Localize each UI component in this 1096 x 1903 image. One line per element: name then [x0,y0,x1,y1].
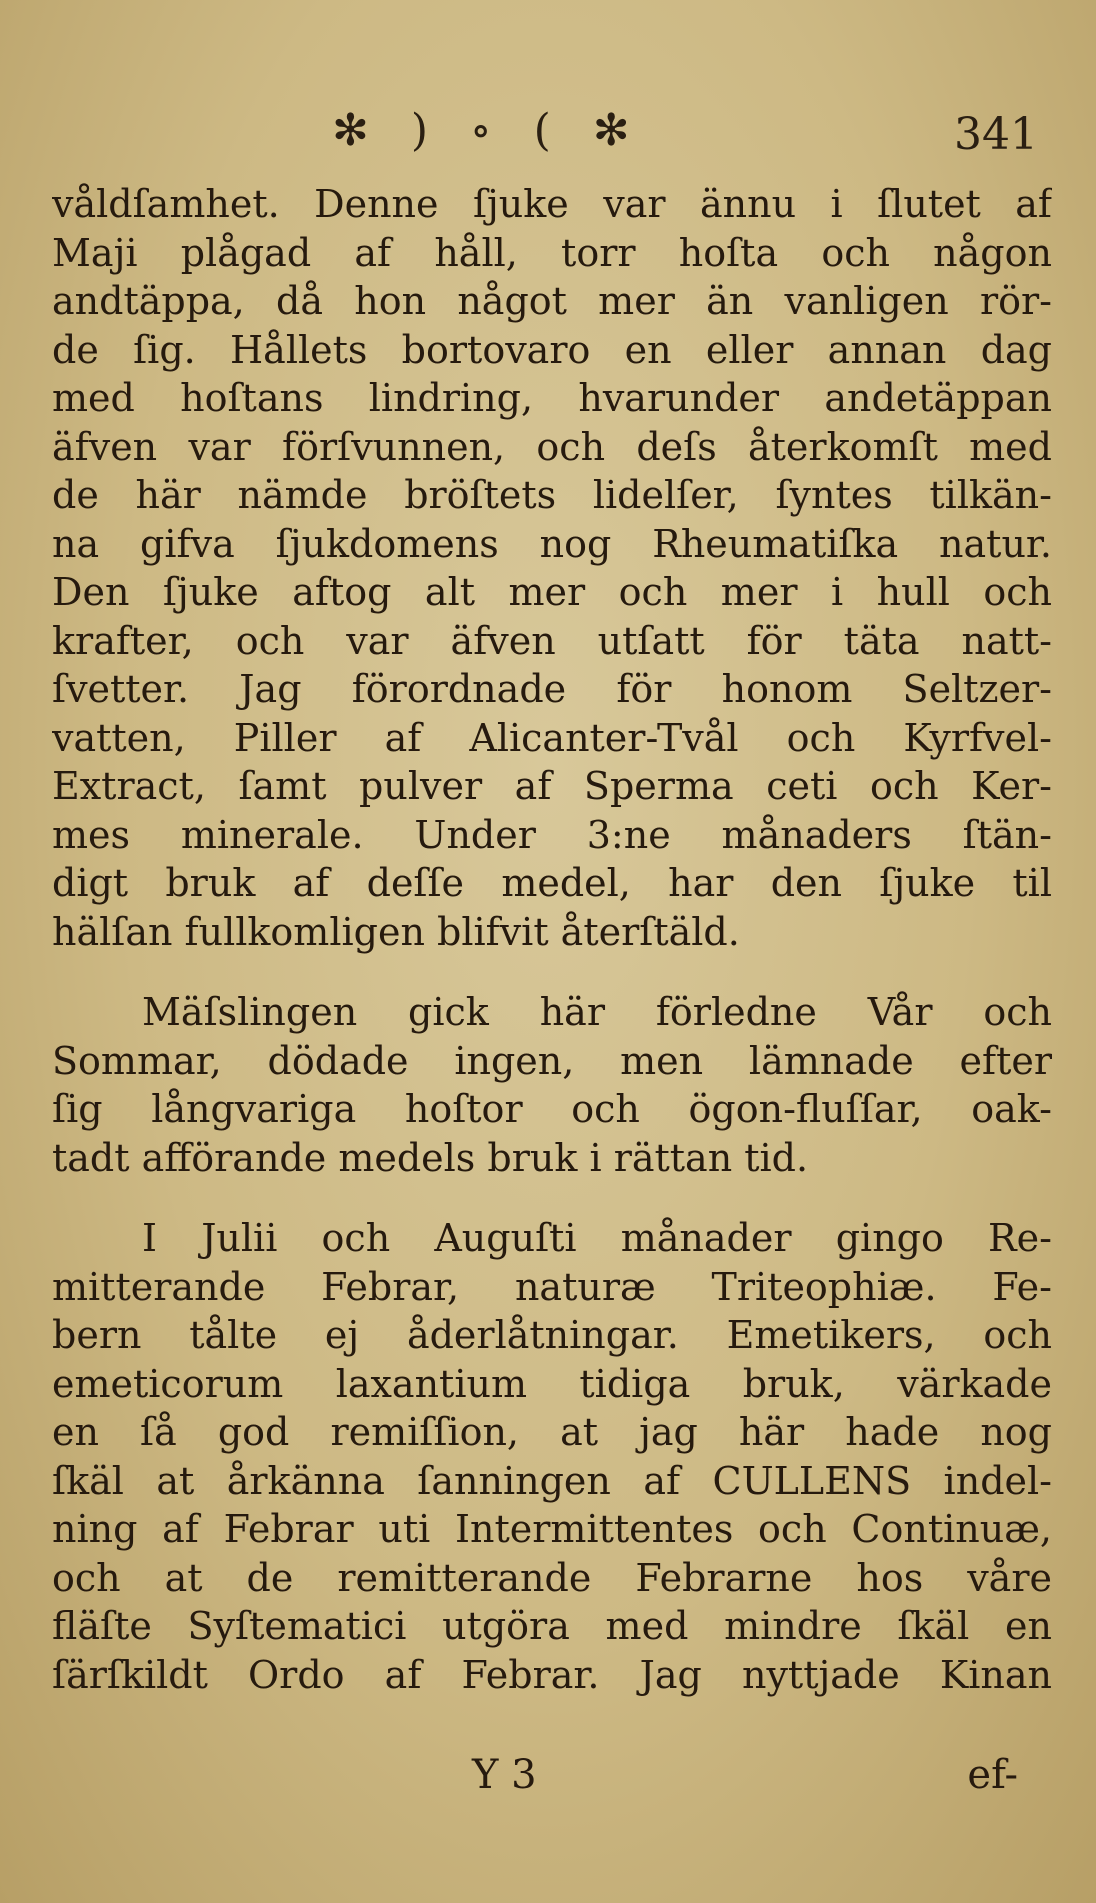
text-line: krafter, och var äfven utſatt för täta natt- [52,618,1052,663]
text-line: I Julii och Auguſti månader gingo Re- [142,1216,1052,1260]
paragraph [52,1214,1052,1699]
text-line: emeticorum laxantium tidiga bruk, värkade [52,1361,1052,1406]
catchword: ef- [967,1752,1018,1798]
header-ornament: ✻ ) ∘ ( ✻ [332,105,644,156]
signature-mark: Y 3 [472,1752,537,1798]
page-header [52,95,1048,165]
text-line: hälſan fullkomligen blifvit återſtäld. [52,909,740,954]
text-line: tadt afförande medels bruk i rättan tid. [52,1135,809,1180]
text-line: vatten, Piller af Alicanter-Tvål och Kyrfvel- [52,715,1052,760]
text-line: Mäſslingen gick här förledne Vår och [142,990,1052,1034]
text-line: na gifva ſjukdomens nog Rheumatiſka natur. [52,521,1052,566]
text-line: ſvetter. Jag förordnade för honom Seltzer- [52,667,1052,711]
text-line: en ſå god remiſſion, at jag här hade nog [52,1410,1052,1454]
text-line: ſkäl at årkänna ſanningen af CULLENS indel- [52,1458,1052,1503]
text-line: ſärſkildt Ordo af Febrar. Jag nyttjade Kinan [52,1652,1052,1697]
page-footer [52,1752,1048,1812]
text-line: bern tålte ej åderlåtningar. Emetikers, och [52,1313,1052,1357]
text-line: med hoſtans lindring, hvarunder andetäppan [52,376,1052,420]
text-line: Den ſjuke aftog alt mer och mer i hull och [52,570,1052,614]
text-line: de här nämde bröſtets lidelſer, ſyntes tilkän- [52,473,1052,517]
text-line: Extract, ſamt pulver af Sperma ceti och Ker- [52,764,1052,808]
page-number: 341 [954,109,1038,160]
text-line: Sommar, dödade ingen, men lämnade efter [52,1038,1052,1083]
text-line: Maji plågad af håll, torr hoſta och någon [52,230,1052,275]
text-line: äfven var förſvunnen, och deſs återkomſt med [52,424,1052,469]
text-line: och at de remitterande Febrarne hos våre [52,1555,1052,1600]
paragraph [52,988,1052,1182]
page-body [52,180,1052,1699]
text-line: ſig långvariga hoſtor och ögon-fluſſar, oak- [52,1087,1052,1131]
text-line: andtäppa, då hon något mer än vanligen rör- [52,279,1052,323]
text-line: mitterande Febrar, naturæ Triteophiæ. Fe- [52,1264,1052,1309]
text-line: de ſig. Hållets bortovaro en eller annan dag [52,327,1052,372]
text-line: våldſamhet. Denne ſjuke var ännu i ſlutet af [52,182,1052,226]
paragraph [52,180,1052,956]
text-line: ning af Febrar uti Intermittentes och Continuæ, [52,1507,1052,1551]
text-line: fläſte Syſtematici utgöra med mindre ſkäl en [52,1604,1052,1648]
text-line: digt bruk af deſſe medel, har den ſjuke til [52,861,1052,905]
text-line: mes minerale. Under 3:ne månaders ſtän- [52,812,1052,857]
